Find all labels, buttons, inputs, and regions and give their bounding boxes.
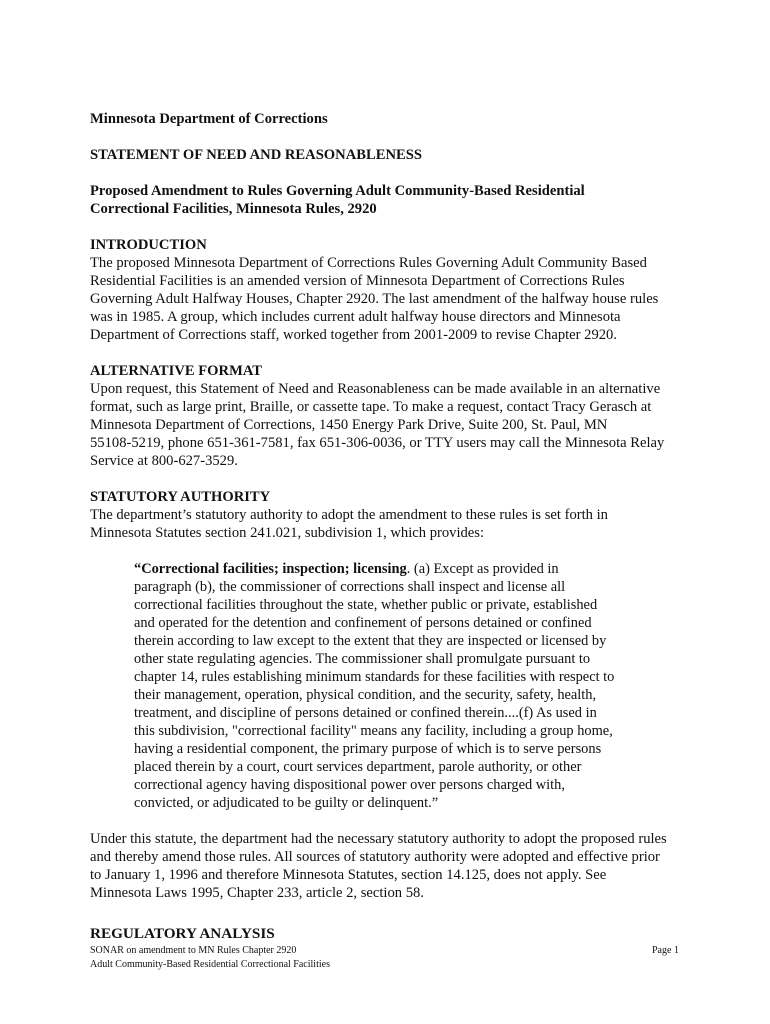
paragraph-line: The department’s statutory authority to adopt the amendment to these rules is set forth in: [90, 507, 608, 523]
section-heading: STATUTORY AUTHORITY: [90, 489, 271, 505]
document-body: [90, 110, 682, 902]
quote-line: and operated for the detention and confinement of persons detained or confined: [134, 615, 592, 631]
quote-line: treatment, and discipline of persons detained or confined therein....(f) As used in: [134, 705, 597, 721]
footer-line: Adult Community-Based Residential Correctional Facilities: [90, 959, 330, 970]
quote-lead-bold: “Correctional facilities; inspection; licensing: [134, 561, 407, 577]
paragraph-line: The proposed Minnesota Department of Corrections Rules Governing Adult Community Based: [90, 255, 647, 271]
regulatory-analysis-heading: REGULATORY ANALYSIS: [90, 925, 275, 942]
paragraph-line: Upon request, this Statement of Need and Reasonableness can be made available in an alternative: [90, 381, 661, 397]
quote-line: convicted, or adjudicated to be guilty or delinquent.”: [134, 795, 439, 811]
paragraph-line: Minnesota Department of Corrections, 1450 Energy Park Drive, Suite 200, St. Paul, MN: [90, 417, 608, 433]
quote-line: their management, operation, physical condition, and the security, safety, health,: [134, 687, 597, 703]
paragraph-line: and thereby amend those rules. All sources of statutory authority were adopted and effective prior: [90, 849, 660, 865]
quote-line: having a residential component, the primary purpose of which is to serve persons: [134, 741, 602, 757]
subtitle-line: Correctional Facilities, Minnesota Rules, 2920: [90, 201, 377, 217]
document-title: STATEMENT OF NEED AND REASONABLENESS: [90, 147, 422, 163]
quote-line: paragraph (b), the commissioner of corrections shall inspect and license all: [134, 579, 566, 595]
paragraph-line: Service at 800-627-3529.: [90, 453, 238, 469]
paragraph-line: was in 1985. A group, which includes current adult halfway house directors and Minnesota: [90, 309, 621, 325]
footer-line: SONAR on amendment to MN Rules Chapter 2920: [90, 945, 297, 956]
statutory-authority-section: [90, 488, 682, 902]
quote-line: [134, 560, 682, 578]
quote-line: therein according to law except to the extent that they are inspected or licensed by: [134, 633, 607, 649]
paragraph-line: Under this statute, the department had the necessary statutory authority to adopt the proposed rules: [90, 831, 667, 847]
alternative-format-section: [90, 362, 682, 470]
quote-line: placed therein by a court, court services department, parole authority, or other: [134, 759, 582, 775]
paragraph-line: format, such as large print, Braille, or cassette tape. To make a request, contact Tracy Gerasch at: [90, 399, 652, 415]
statute-quote: [134, 560, 682, 812]
paragraph-line: Department of Corrections staff, worked together from 2001-2009 to revise Chapter 2920.: [90, 327, 617, 343]
paragraph-line: to January 1, 1996 and therefore Minnesota Statutes, section 14.125, does not apply. See: [90, 867, 607, 883]
paragraph-line: 55108-5219, phone 651-361-7581, fax 651-306-0036, or TTY users may call the Minnesota Relay: [90, 435, 665, 451]
page-number: Page 1: [652, 945, 679, 956]
quote-line: chapter 14, rules establishing minimum standards for these facilities with respect to: [134, 669, 615, 685]
paragraph-line: Residential Facilities is an amended version of Minnesota Department of Corrections Rules: [90, 273, 625, 289]
section-heading: ALTERNATIVE FORMAT: [90, 363, 263, 379]
subtitle-line: Proposed Amendment to Rules Governing Adult Community-Based Residential: [90, 183, 585, 199]
paragraph-line: Governing Adult Halfway Houses, Chapter 2920. The last amendment of the halfway house rules: [90, 291, 659, 307]
paragraph-line: Minnesota Laws 1995, Chapter 233, article 2, section 58.: [90, 885, 424, 901]
quote-line: correctional facilities throughout the state, whether public or private, established: [134, 597, 598, 613]
quote-line: other state regulating agencies. The commissioner shall promulgate pursuant to: [134, 651, 591, 667]
section-heading: INTRODUCTION: [90, 237, 207, 253]
quote-line: correctional agency having dispositional power over persons charged with,: [134, 777, 565, 793]
quote-lead-rest: . (a) Except as provided in: [406, 561, 559, 577]
page-footer: [90, 944, 330, 972]
agency-name: Minnesota Department of Corrections: [90, 111, 328, 127]
paragraph-line: Minnesota Statutes section 241.021, subdivision 1, which provides:: [90, 525, 485, 541]
introduction-section: [90, 236, 682, 344]
quote-line: this subdivision, "correctional facility" means any facility, including a group home,: [134, 723, 613, 739]
